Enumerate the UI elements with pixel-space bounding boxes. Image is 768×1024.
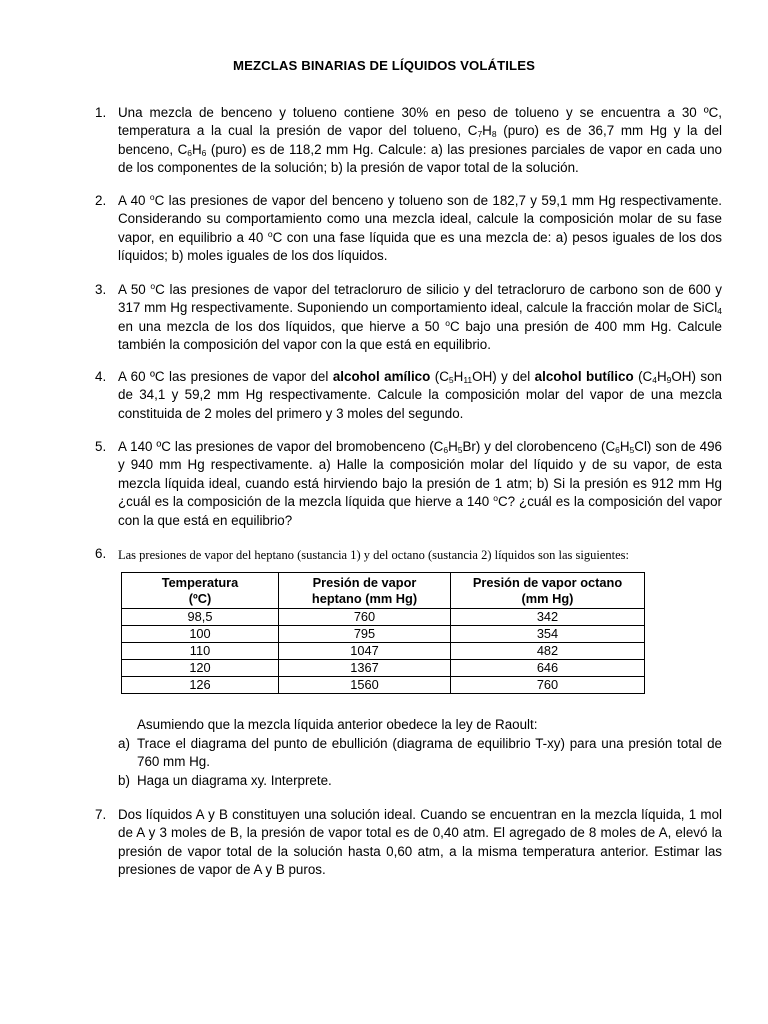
problem-number: 2.	[95, 193, 107, 208]
problem-6	[95, 545, 722, 564]
problem-7	[95, 806, 722, 880]
item-text: Trace el diagrama del punto de ebullición (diagrama de equilibrio T-xy) para una presión total de 760 mm Hg.	[137, 736, 722, 770]
problem-text: A 140 ºC las presiones de vapor del bromobenceno $(C_6H_5Br)$ y del clorobenceno $(C_6H_5Cl)$ son de 496 y 940 mm Hg respectivamente. a) Halle la composición molar del líquido y de su vapor, de esta mezcla líquida ideal, cuando está hirviendo bajo la presión de 1 atm; b) Si la presión es 912 mm Hg ¿cuál es la composición de la mezcla líquida que hierve a 140 $^o$C? ¿cuál es la composición del vapor con la que está en equilibrio?	[118, 439, 722, 528]
list-item	[118, 772, 722, 790]
problem-number: 7.	[95, 807, 107, 822]
list-item	[118, 735, 722, 772]
item-label: b)	[118, 772, 130, 788]
problem-6-items	[118, 735, 722, 790]
problem-text: A 40 $^o$C las presiones de vapor del benceno y tolueno son de 182,7 y 59,1 mm Hg respectivamente. Considerando su comportamiento como una mezcla ideal, calcule la composición molar de su fase vapor, en equilibrio a 40 $^o$C con una fase líquida que es una mezcla de: a) pesos iguales de los dos líquidos; b) moles iguales de los dos líquidos.	[118, 192, 722, 264]
problem-text: Dos líquidos A y B constituyen una solución ideal. Cuando se encuentran en la mezcla líquida, 1 mol de A y 3 moles de B, la presión de vapor total es de 0,40 atm. El agregado de 8 moles de A, elevó la presión de vapor total de la solución hasta 0,60 atm, a la misma temperatura anterior. Estimar las presiones de vapor de A y B puros.	[118, 807, 722, 878]
problem-5	[95, 438, 722, 530]
problem-number: 6.	[95, 546, 107, 561]
header-heptane: Presión de vapor heptano (mm Hg)	[279, 573, 451, 609]
table-row: 110 1047 482	[122, 643, 645, 660]
problem-text: A 60 ºC las presiones de vapor del alcohol amílico $(C_5H_{11}OH)$ y del alcohol butílico $(C_4H_9OH)$ son de 34,1 y 59,2 mm Hg respectivamente. Calcule la composición molar del vapor de una mezcla constituida de 2 moles del primero y 3 moles del segundo.	[118, 369, 722, 421]
item-label: a)	[118, 736, 130, 751]
table-header-row	[122, 573, 645, 609]
problem-number: 3.	[95, 282, 107, 297]
problem-number: 1.	[95, 105, 107, 120]
problem-6-intro: Las presiones de vapor del heptano (sustancia 1) y del octano (sustancia 2) líquidos son las siguientes:	[118, 548, 629, 562]
problem-text: Una mezcla de benceno y tolueno contiene 30% en peso de tolueno y se encuentra a 30 ºC, temperatura a la cual la presión de vapor del tolueno, $C_7H_8$ (puro) es de 36,7 mm Hg y la del benceno, $C_6H_6$ (puro) es de 118,2 mm Hg. Calcule: a) las presiones parciales de vapor en cada uno de los componentes de la solución; b) la presión de vapor total de la solución.	[118, 105, 722, 176]
document-title: MEZCLAS BINARIAS DE LÍQUIDOS VOLÁTILES	[233, 58, 535, 73]
table-row: 100 795 354	[122, 626, 645, 643]
header-octane: Presión de vapor octano (mm Hg)	[451, 573, 645, 609]
header-temperature: Temperatura (ºC)	[122, 573, 279, 609]
problem-4	[95, 368, 722, 423]
problem-3	[95, 281, 722, 355]
table-row: 120 1367 646	[122, 660, 645, 677]
problem-text: A 50 $^o$C las presiones de vapor del tetracloruro de silicio y del tetracloruro de carbono son de 600 y 317 mm Hg respectivamente. Suponiendo un comportamiento ideal, calcule la fracción molar de SiCl$_4$ en una mezcla de los dos líquidos, que hierve a 50 $^o$C bajo una presión de 400 mm Hg. Calcule también la composición del vapor con la que está en equilibrio.	[118, 281, 722, 353]
problem-number: 5.	[95, 439, 107, 454]
problem-1	[95, 104, 722, 178]
problem-6-after-table: Asumiendo que la mezcla líquida anterior obedece la ley de Raoult:	[137, 717, 538, 732]
table-row: 98,5 760 342	[122, 609, 645, 626]
problem-2	[95, 192, 722, 266]
problem-number: 4.	[95, 369, 107, 384]
table-row: 126 1560 760	[122, 677, 645, 694]
vapor-pressure-table	[121, 572, 645, 694]
item-text: Haga un diagrama xy. Interprete.	[137, 772, 332, 788]
